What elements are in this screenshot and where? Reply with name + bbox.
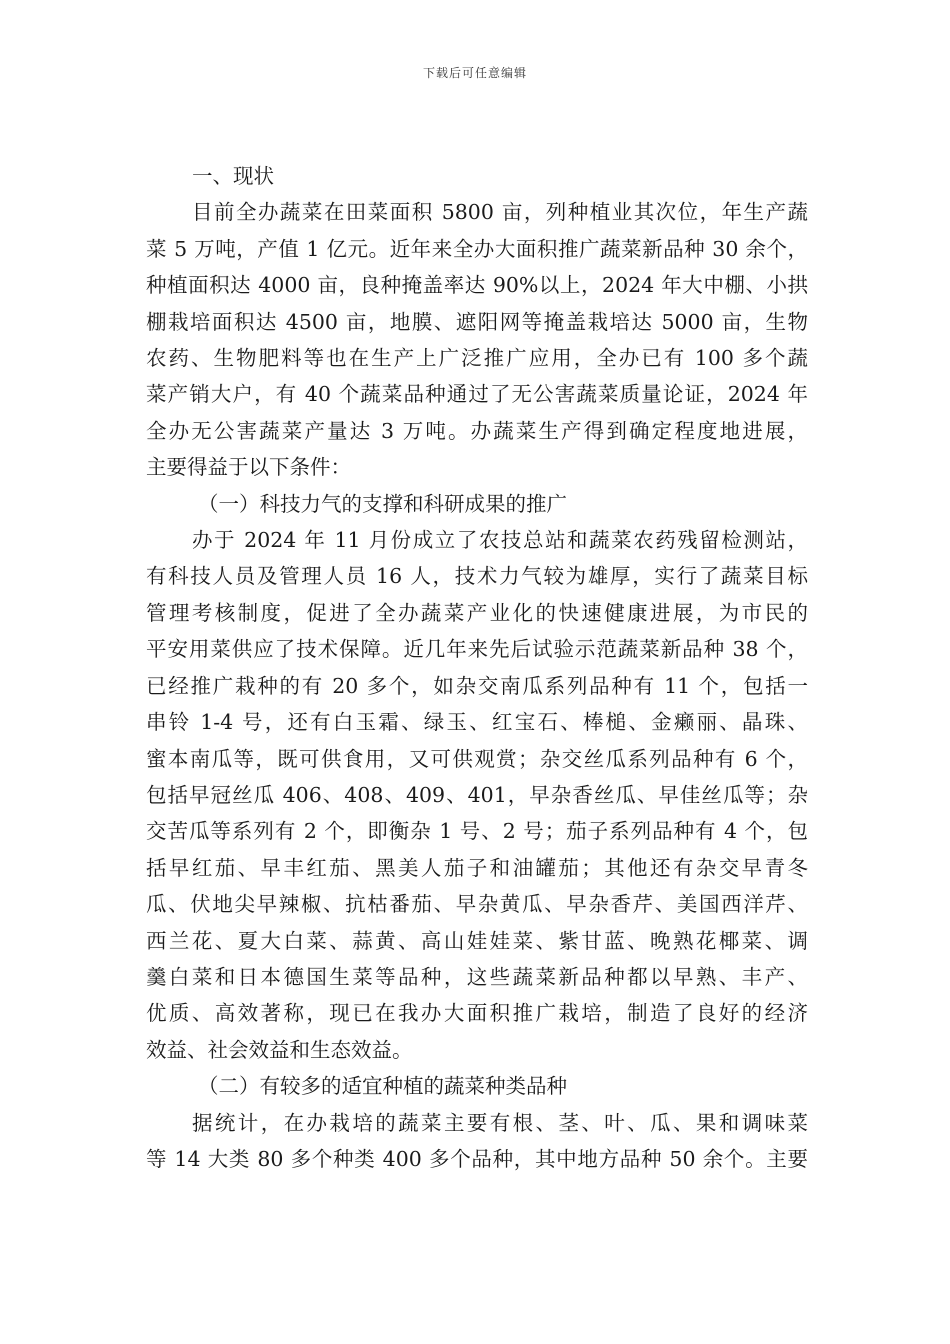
paragraph-line: 效益、社会效益和生态效益。 <box>146 1037 413 1062</box>
page-header: 下载后可任意编辑 <box>422 66 527 80</box>
paragraph-line: 已经推广栽种的有 20 多个，如杂交南瓜系列品种有 11 个，包括一 <box>146 673 808 698</box>
paragraph-line: 括早红茄、早丰红茄、黑美人茄子和油罐茄；其他还有杂交早青冬 <box>146 855 808 880</box>
paragraph-line: 菜产销大户，有 40 个蔬菜品种通过了无公害蔬菜质量论证，2024 年 <box>146 382 808 407</box>
paragraph-line: 全办无公害蔬菜产量达 3 万吨。办蔬菜生产得到确定程度地进展， <box>146 418 808 443</box>
paragraph-line: 农药、生物肥料等也在生产上广泛推广应用，全办已有 100 多个蔬 <box>146 346 808 371</box>
paragraph-line: 菜 5 万吨，产值 1 亿元。近年来全办大面积推广蔬菜新品种 30 余个， <box>146 236 808 261</box>
document-body <box>146 158 808 1177</box>
paragraph-line: 棚栽培面积达 4500 亩，地膜、遮阳网等掩盖栽培达 5000 亩，生物 <box>146 309 808 334</box>
paragraph-line: 等 14 大类 80 多个种类 400 多个品种，其中地方品种 50 余个。主要 <box>146 1146 808 1171</box>
paragraph-line: 包括早冠丝瓜 406、408、409、401，早杂香丝瓜、早佳丝瓜等；杂 <box>146 782 808 807</box>
paragraph-line: 蜜本南瓜等，既可供食用，又可供观赏；杂交丝瓜系列品种有 6 个， <box>146 746 808 771</box>
paragraph-line: 主要得益于以下条件： <box>146 455 351 480</box>
paragraph-line: 种植面积达 4000 亩，良种掩盖率达 90%以上，2024 年大中棚、小拱 <box>146 273 808 298</box>
paragraph-line: 平安用菜供应了技术保障。近几年来先后试验示范蔬菜新品种 38 个， <box>146 637 808 662</box>
paragraph-line: 串铃 1-4 号，还有白玉霜、绿玉、红宝石、棒槌、金癞丽、晶珠、 <box>146 710 808 735</box>
paragraph-line: 办于 2024 年 11 月份成立了农技总站和蔬菜农药残留检测站， <box>192 528 808 553</box>
paragraph-line: 交苦瓜等系列有 2 个，即衡杂 1 号、2 号；茄子系列品种有 4 个，包 <box>146 819 808 844</box>
paragraph-line: 据统计，在办栽培的蔬菜主要有根、茎、叶、瓜、果和调味菜 <box>192 1110 808 1135</box>
subsection-heading: （二）有较多的适宜种植的蔬菜种类品种 <box>198 1074 567 1099</box>
section-heading: 一、现状 <box>192 164 274 188</box>
paragraph-line: 西兰花、夏大白菜、蒜黄、高山娃娃菜、紫甘蓝、晚熟花椰菜、调 <box>146 928 808 953</box>
subsection-heading: （一）科技力气的支撑和科研成果的推广 <box>198 491 567 516</box>
paragraph-line: 有科技人员及管理人员 16 人，技术力气较为雄厚，实行了蔬菜目标 <box>146 564 808 589</box>
paragraph-line: 管理考核制度，促进了全办蔬菜产业化的快速健康进展，为市民的 <box>146 600 808 625</box>
paragraph-line: 瓜、伏地尖早辣椒、抗枯番茄、早杂黄瓜、早杂香芹、美国西洋芹、 <box>146 892 808 917</box>
paragraph-line: 目前全办蔬菜在田菜面积 5800 亩，列种植业其次位，年生产蔬 <box>192 200 808 225</box>
paragraph-line: 优质、高效著称，现已在我办大面积推广栽培，制造了良好的经济 <box>146 1001 808 1026</box>
paragraph-line: 羹白菜和日本德国生菜等品种，这些蔬菜新品种都以早熟、丰产、 <box>146 964 808 989</box>
